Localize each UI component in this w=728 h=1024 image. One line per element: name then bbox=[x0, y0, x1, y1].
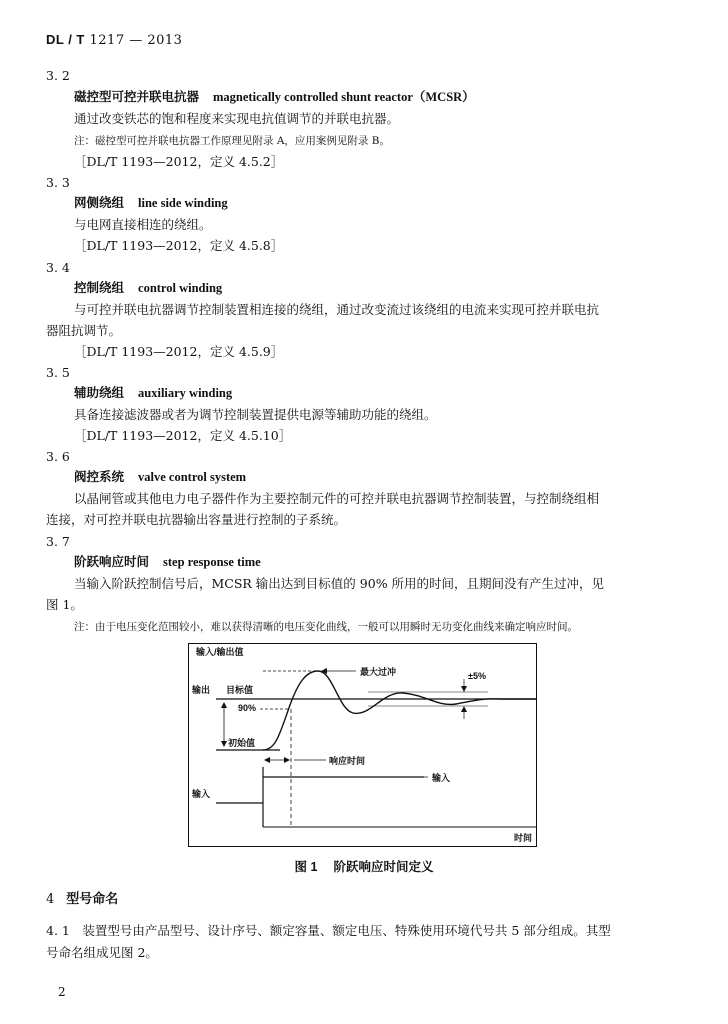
definition-text: 通过改变铁芯的饱和程度来实现电抗值调节的并联电抗器。 bbox=[74, 111, 400, 126]
ninety-percent-label: 90% bbox=[238, 703, 257, 713]
clause-number: 3. 2 bbox=[46, 68, 70, 83]
target-value-label: 目标值 bbox=[226, 685, 254, 695]
time-axis-label: 时间 bbox=[514, 833, 533, 843]
definition-text: 以晶闸管或其他电力电子器件作为主要控制元件的可控并联电抗器调节控制装置，与控制绕组相 bbox=[74, 491, 600, 506]
term-heading bbox=[74, 280, 222, 297]
term-en: magnetically controlled shunt reactor（MCSR） bbox=[213, 90, 475, 104]
io-axis-label: 输入/输出值 bbox=[196, 647, 244, 657]
clause-number: 3. 6 bbox=[46, 449, 70, 464]
term-cn: 辅助绕组 bbox=[74, 386, 125, 400]
note-text: 注：磁控型可控并联电抗器工作原理见附录 A，应用案例见附录 B。 bbox=[74, 135, 390, 147]
step-response-figure bbox=[188, 643, 538, 848]
response-time-label: 响应时间 bbox=[329, 756, 366, 766]
page-header bbox=[46, 32, 182, 48]
definition-text: 与可控并联电抗器调节控制装置相连接的绕组，通过改变流过该绕组的电流来实现可控并联电抗 bbox=[74, 302, 600, 317]
reference-text: ［DL/T 1193—2012，定义 4.5.8］ bbox=[74, 238, 284, 253]
term-cn: 磁控型可控并联电抗器 bbox=[74, 90, 200, 104]
section-heading bbox=[46, 888, 118, 907]
term-cn: 网侧绕组 bbox=[74, 196, 125, 210]
tolerance-label: ±5% bbox=[468, 671, 486, 681]
term-en: valve control system bbox=[138, 470, 247, 484]
figure-number: 图 1 bbox=[294, 860, 318, 874]
term-en: step response time bbox=[163, 555, 261, 569]
term-heading bbox=[74, 385, 232, 402]
reference-text: ［DL/T 1193—2012，定义 4.5.2］ bbox=[74, 154, 284, 169]
definition-text: 具备连接滤波器或者为调节控制装置提供电源等辅助功能的绕组。 bbox=[74, 407, 437, 422]
term-heading bbox=[74, 195, 228, 212]
paragraph-4-1: 4. 1 装置型号由产品型号、设计序号、额定容量、额定电压、特殊使用环境代号共 5 部分组成。其型 bbox=[46, 923, 611, 938]
term-heading bbox=[74, 469, 246, 486]
section-title: 型号命名 bbox=[66, 891, 119, 906]
term-cn: 阶跃响应时间 bbox=[74, 555, 150, 569]
term-en: control winding bbox=[138, 281, 223, 295]
max-overshoot-label: 最大过冲 bbox=[360, 667, 397, 677]
definition-text: 当输入阶跃控制信号后，MCSR 输出达到目标值的 90% 所用的时间，且期间没有产生过冲，见 bbox=[74, 576, 605, 591]
reference-text: ［DL/T 1193—2012，定义 4.5.10］ bbox=[74, 428, 292, 443]
input-left-label: 输入 bbox=[192, 789, 211, 799]
clause-number: 3. 4 bbox=[46, 260, 70, 275]
reference-text: ［DL/T 1193—2012，定义 4.5.9］ bbox=[74, 344, 284, 359]
section-number: 4 bbox=[46, 892, 55, 907]
standard-number: 1217 — 2013 bbox=[89, 33, 183, 48]
paragraph-4-1-cont: 号命名组成见图 2。 bbox=[46, 945, 158, 960]
term-heading bbox=[74, 89, 475, 106]
input-right-label: 输入 bbox=[432, 773, 451, 783]
standard-code: DL / T bbox=[46, 32, 85, 47]
definition-text-cont: 器阻抗调节。 bbox=[46, 323, 122, 338]
term-en: auxiliary winding bbox=[138, 386, 233, 400]
clause-number: 3. 7 bbox=[46, 534, 70, 549]
initial-value-label: 初始值 bbox=[228, 738, 256, 748]
note-text: 注：由于电压变化范围较小，难以获得清晰的电压变化曲线，一般可以用瞬时无功变化曲线来确定响应时间。 bbox=[74, 621, 578, 633]
page-number: 2 bbox=[58, 985, 66, 999]
term-cn: 控制绕组 bbox=[74, 281, 125, 295]
term-cn: 阀控系统 bbox=[74, 470, 125, 484]
definition-text: 与电网直接相连的绕组。 bbox=[74, 217, 212, 232]
definition-text-cont: 图 1。 bbox=[46, 597, 83, 612]
clause-number: 3. 5 bbox=[46, 365, 70, 380]
term-heading bbox=[74, 554, 261, 571]
definition-text-cont: 连接，对可控并联电抗器输出容量进行控制的子系统。 bbox=[46, 512, 347, 527]
figure-caption bbox=[0, 857, 728, 875]
term-en: line side winding bbox=[138, 196, 228, 210]
clause-number: 3. 3 bbox=[46, 175, 70, 190]
figure-title: 阶跃响应时间定义 bbox=[333, 860, 434, 874]
output-label: 输出 bbox=[192, 685, 211, 695]
